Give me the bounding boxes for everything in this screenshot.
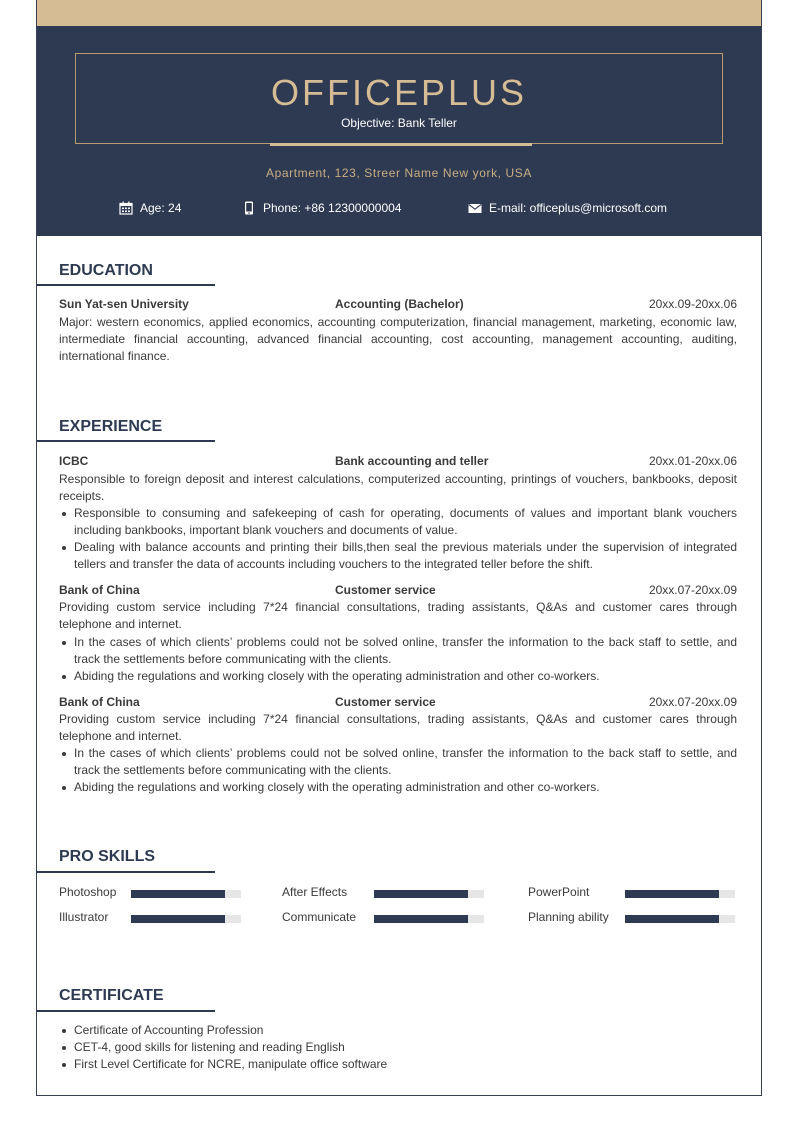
job-dates: 20xx.07-20xx.09 <box>648 695 737 709</box>
age-text: Age: 24 <box>140 201 182 215</box>
email-info <box>468 201 667 215</box>
education-dates: 20xx.09-20xx.06 <box>648 297 737 311</box>
education-row <box>59 297 737 313</box>
address: Apartment, 123, Streer Name New york, USA <box>265 166 533 180</box>
skill-bar <box>131 890 241 898</box>
list-item: Abiding the regulations and working closely with the operating administration and other co-workers. <box>59 779 737 796</box>
company-name: Bank of China <box>59 695 140 709</box>
name-frame <box>75 53 723 144</box>
skills-divider <box>37 871 215 873</box>
skill-label: PowerPoint <box>528 885 590 899</box>
skill-bar-fill <box>131 890 225 898</box>
job-bullets <box>59 745 737 796</box>
job-row <box>59 583 737 599</box>
education-title: EDUCATION <box>59 262 153 279</box>
job-role: Customer service <box>335 583 436 597</box>
resume-page <box>36 0 762 1096</box>
skill-bar <box>625 890 735 898</box>
job-bullets <box>59 505 737 573</box>
list-item: Dealing with balance accounts and printing their bills,then seal the previous materials under the supervision of integrated tellers and transfer the data of accounts including vouchers to the integrated teller before the shift. <box>59 539 737 573</box>
job-row <box>59 695 737 711</box>
name-underline <box>270 143 532 146</box>
skill-bar-fill <box>131 915 225 923</box>
candidate-name: OFFICEPLUS <box>270 72 528 113</box>
email-text: E-mail: officeplus@microsoft.com <box>489 201 668 215</box>
job-dates: 20xx.07-20xx.09 <box>648 583 737 597</box>
skills-title: PRO SKILLS <box>59 848 156 865</box>
job-role: Customer service <box>335 695 436 709</box>
experience-title: EXPERIENCE <box>59 418 163 435</box>
resume-header <box>37 26 761 236</box>
skill-bar-fill <box>625 890 719 898</box>
experience-divider <box>37 440 215 442</box>
phone-icon <box>242 201 256 215</box>
phone-text: Phone: +86 12300000004 <box>263 201 402 215</box>
certificate-list <box>59 1022 737 1073</box>
job-summary: Responsible to foreign deposit and interest calculations, computerized accounting, printings of vouchers, bankbooks, deposit receipts. <box>59 472 737 503</box>
skill-bar <box>374 890 484 898</box>
skill-label: Photoshop <box>59 885 117 899</box>
skill-bar <box>374 915 484 923</box>
skill-label: Illustrator <box>59 910 109 924</box>
list-item: First Level Certificate for NCRE, manipulate office software <box>59 1056 737 1073</box>
job-row <box>59 454 737 470</box>
skill-label: Planning ability <box>528 910 609 924</box>
calendar-icon <box>119 201 133 215</box>
education-major: Major: western economics, applied economics, accounting computerization, financial management, marketing, economic law, intermediate financial accounting, advanced financial accounting, cost accounting, management accounting, auditing, international finance. <box>59 315 737 363</box>
list-item: Certificate of Accounting Profession <box>59 1022 737 1039</box>
list-item: CET-4, good skills for listening and reading English <box>59 1039 737 1056</box>
top-accent-bar <box>37 0 761 26</box>
age-info <box>119 201 181 215</box>
skill-bar-fill <box>625 915 719 923</box>
education-divider <box>37 284 215 286</box>
degree: Accounting (Bachelor) <box>335 297 464 311</box>
skill-label: Communicate <box>282 910 357 924</box>
company-name: Bank of China <box>59 583 140 597</box>
certificate-divider <box>37 1010 215 1012</box>
skill-bar <box>131 915 241 923</box>
skill-label: After Effects <box>282 885 348 899</box>
school-name: Sun Yat-sen University <box>59 297 189 311</box>
skill-bar <box>625 915 735 923</box>
certificate-title: CERTIFICATE <box>59 987 164 1004</box>
list-item: Abiding the regulations and working closely with the operating administration and other co-workers. <box>59 668 737 685</box>
skill-bar-fill <box>374 915 468 923</box>
phone-info <box>242 201 401 215</box>
job-bullets <box>59 634 737 685</box>
list-item: In the cases of which clients’ problems could not be solved online, transfer the information to the back staff to settle, and track the settlements before communicating with the clients. <box>59 634 737 668</box>
skill-bar-fill <box>374 890 468 898</box>
list-item: Responsible to consuming and safekeeping of cash for operating, documents of values and important blank vouchers including bankbooks, important blank vouchers and documents of value. <box>59 505 737 539</box>
job-role: Bank accounting and teller <box>335 454 489 468</box>
objective: Objective: Bank Teller <box>341 116 457 130</box>
job-summary: Providing custom service including 7*24 financial consultations, trading assistants, Q&As and customer cares through telephone and internet. <box>59 600 737 631</box>
job-dates: 20xx.01-20xx.06 <box>648 454 737 468</box>
list-item: In the cases of which clients’ problems could not be solved online, transfer the information to the back staff to settle, and track the settlements before communicating with the clients. <box>59 745 737 779</box>
job-summary: Providing custom service including 7*24 financial consultations, trading assistants, Q&As and customer cares through telephone and internet. <box>59 712 737 743</box>
envelope-icon <box>468 201 482 215</box>
company-name: ICBC <box>59 454 89 468</box>
